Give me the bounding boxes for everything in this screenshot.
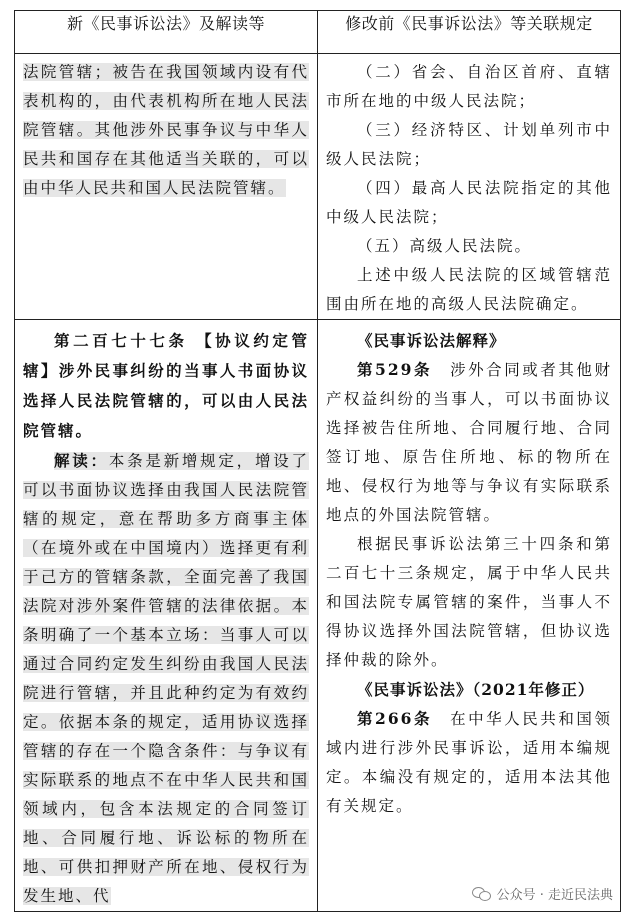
article-text: 在中华人民共和国领域内进行涉外民事诉讼，适用本编规定。本编没有规定的，适用本法其他有关规定。 [326, 710, 612, 815]
row1-right-cell [318, 54, 621, 320]
article-title: 【协议约定管辖】 [23, 331, 309, 380]
article-text: 涉外合同或者其他财产权益纠纷的当事人，可以书面协议选择被告住所地、合同履行地、合同签订地、原告住所地、标的物所在地、侵权行为地等与争议有实际联系地点的外国法院管辖。 [326, 361, 612, 524]
row2-left-cell [15, 320, 318, 912]
row1-left-text: 法院管辖；被告在我国领域内设有代表机构的，由代表机构所在地人民法院管辖。其他涉外民事争议与中华人民共和国存在其他适当关联的，可以由中华人民共和国人民法院管辖。 [23, 63, 309, 197]
comparison-table [14, 10, 621, 912]
source-title: 《民事诉讼法解释》 [357, 331, 506, 350]
header-left: 新《民事诉讼法》及解读等 [15, 11, 318, 54]
list-item: （二）省会、自治区首府、直辖市所在地的中级人民法院； [326, 63, 612, 110]
watermark-text: 公众号 · 走近民法典 [496, 888, 613, 903]
watermark [469, 883, 616, 904]
list-item: （五）高级人民法院。 [357, 237, 533, 255]
article-text: 涉外民事纠纷的当事人书面协议选择人民法院管辖的，可以由人民法院管辖。 [23, 361, 309, 440]
article-number: 第266条 [357, 709, 433, 728]
interpretation-label: 解读： [54, 451, 109, 470]
article-number: 第529条 [357, 360, 433, 379]
list-item: （三）经济特区、计划单列市中级人民法院； [326, 121, 612, 168]
table-row [15, 54, 621, 320]
table-row [15, 320, 621, 912]
row2-right-cell [318, 320, 621, 912]
row1-left-cell [15, 54, 318, 320]
table-header-row [15, 11, 621, 54]
interpretation-text: 本条是新增规定，增设了可以书面协议选择由我国人民法院管辖的规定，意在帮助多方商事主体（在境外或在中国境内）选择更有利于己方的管辖条款，全面完善了我国法院对涉外案件管辖的法律依据。本条明确了一个基本立场：当事人可以通过合同约定发生纠纷由我国人民法院进行管辖，并且此种约定为有效约定。依据本条的规定，适用协议选择管辖的存在一个隐含条件：与争议有实际联系的地点不在中华人民共和国领域内，包含本法规定的合同签订地、合同履行地、诉讼标的物所在地、可供扣押财产所在地、侵权行为发生地、代 [23, 452, 309, 905]
source-title: 《民事诉讼法》（2021年修正） [357, 680, 595, 699]
list-item: 上述中级人民法院的区域管辖范围由所在地的高级人民法院确定。 [326, 266, 612, 313]
list-item: （四）最高人民法院指定的其他中级人民法院； [326, 179, 612, 226]
header-right: 修改前《民事诉讼法》等关联规定 [318, 11, 621, 54]
article-number: 第二百七十七条 [54, 331, 188, 350]
wechat-icon [472, 887, 492, 901]
article-paragraph: 根据民事诉讼法第三十四条和第二百七十三条规定，属于中华人民共和国法院专属管辖的案件，当事人不得协议选择外国法院管辖，但协议选择仲裁的除外。 [326, 535, 612, 669]
